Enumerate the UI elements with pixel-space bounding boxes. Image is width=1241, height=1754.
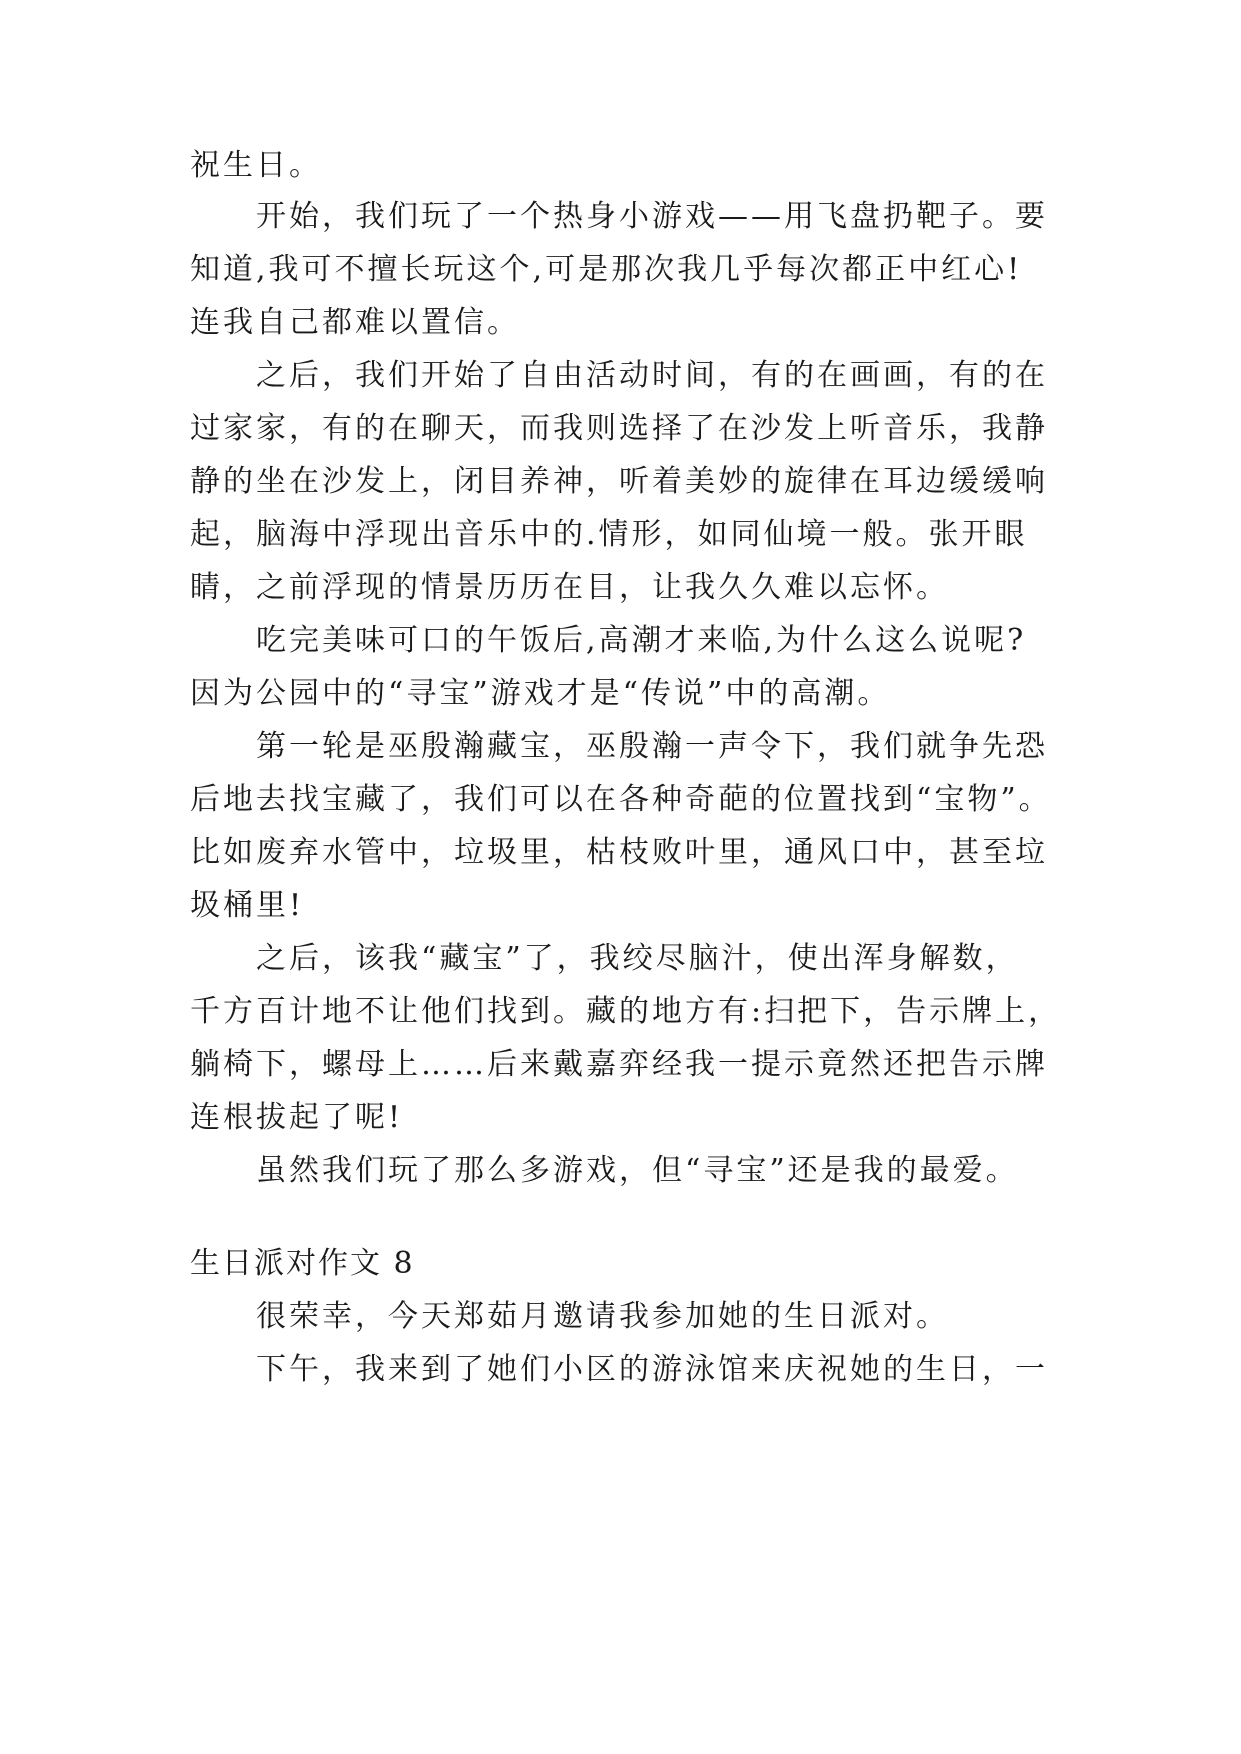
text-line: 开始，我们玩了一个热身小游戏——用飞盘扔靶子。要 [256, 199, 1048, 234]
text-line: 过家家，有的在聊天，而我则选择了在沙发上听音乐，我静 [190, 411, 1048, 446]
text-line: 之后，我们开始了自由活动时间，有的在画画，有的在 [256, 358, 1048, 393]
text-line: 下午，我来到了她们小区的游泳馆来庆祝她的生日，一 [256, 1352, 1048, 1387]
text-line: 圾桶里! [190, 888, 305, 923]
text-line: 后地去找宝藏了，我们可以在各种奇葩的位置找到“宝物”。 [190, 782, 1052, 817]
text-line: 千方百计地不让他们找到。藏的地方有:扫把下，告示牌上， [190, 994, 1062, 1029]
text-line: 第一轮是巫殷瀚藏宝，巫殷瀚一声令下，我们就争先恐 [256, 729, 1048, 764]
essay-heading: 生日派对作文 8 [190, 1246, 415, 1281]
text-line: 祝生日。 [190, 148, 322, 183]
text-line: 躺椅下，螺母上……后来戴嘉弈经我一提示竟然还把告示牌 [190, 1047, 1048, 1082]
text-line: 很荣幸，今天郑茹月邀请我参加她的生日派对。 [256, 1299, 949, 1334]
text-line: 知道,我可不擅长玩这个,可是那次我几乎每次都正中红心! [190, 252, 1023, 287]
text-line: 因为公园中的“寻宝”游戏才是“传说”中的高潮。 [190, 676, 891, 711]
text-line: 连根拔起了呢! [190, 1100, 404, 1135]
text-line: 吃完美味可口的午饭后,高潮才来临,为什么这么说呢? [256, 623, 1027, 658]
text-line: 连我自己都难以置信。 [190, 305, 520, 340]
text-line: 睛，之前浮现的情景历历在目，让我久久难以忘怀。 [190, 570, 949, 605]
text-line: 比如废弃水管中，垃圾里，枯枝败叶里，通风口中，甚至垃 [190, 835, 1048, 870]
text-line: 之后，该我“藏宝”了，我绞尽脑汁，使出浑身解数， [256, 941, 1019, 976]
text-line: 静的坐在沙发上，闭目养神，听着美妙的旋律在耳边缓缓响 [190, 464, 1048, 499]
text-line: 起，脑海中浮现出音乐中的.情形，如同仙境一般。张开眼 [190, 517, 1028, 552]
text-line: 虽然我们玩了那么多游戏，但“寻宝”还是我的最爱。 [256, 1153, 1019, 1188]
